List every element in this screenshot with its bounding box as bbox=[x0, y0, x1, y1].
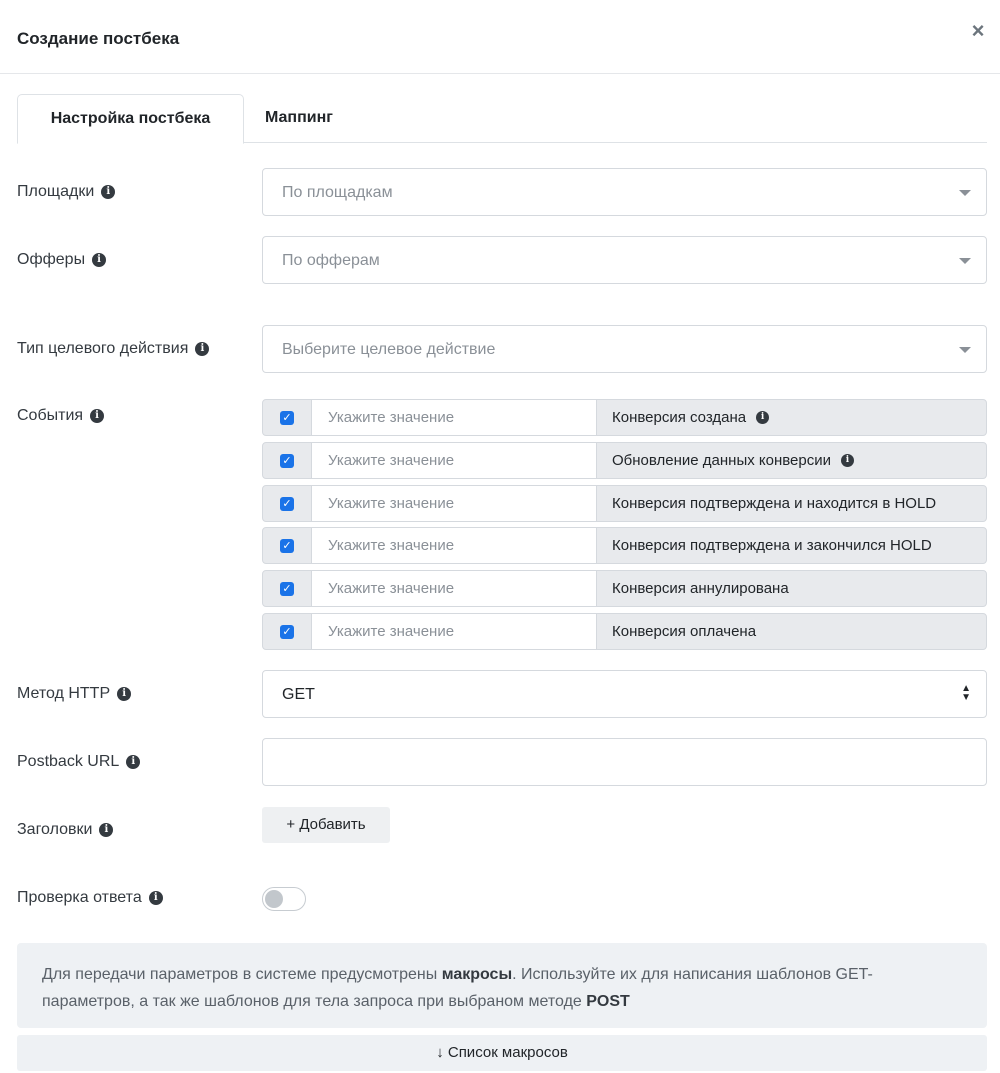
response-check-toggle[interactable] bbox=[262, 887, 306, 911]
action-type-label-text: Тип целевого действия bbox=[17, 340, 189, 357]
info-icon[interactable]: i bbox=[841, 454, 854, 467]
info-icon[interactable]: i bbox=[92, 253, 106, 267]
action-type-select[interactable] bbox=[262, 325, 987, 373]
toggle-knob bbox=[265, 890, 283, 908]
info-icon[interactable]: i bbox=[126, 755, 140, 769]
event-row bbox=[262, 442, 987, 479]
event-checkbox[interactable] bbox=[262, 570, 312, 607]
http-method-label-text: Метод HTTP bbox=[17, 685, 111, 702]
event-row bbox=[262, 527, 987, 564]
event-value-input[interactable]: Укажите значение bbox=[311, 442, 597, 479]
info-icon[interactable]: i bbox=[195, 342, 209, 356]
event-label bbox=[596, 485, 987, 522]
event-value-input[interactable]: Укажите значение bbox=[311, 485, 597, 522]
headers-label-text: Заголовки bbox=[17, 821, 93, 838]
event-checkbox[interactable] bbox=[262, 399, 312, 436]
event-label-text: Конверсия создана bbox=[612, 409, 747, 426]
event-value-input[interactable]: Укажите значение bbox=[311, 527, 597, 564]
events-label bbox=[17, 407, 104, 425]
info-text-part1: Для передачи параметров в системе предусмотрены bbox=[42, 966, 442, 983]
response-check-label-text: Проверка ответа bbox=[17, 889, 142, 906]
event-label-text: Конверсия подтверждена и находится в HOLD bbox=[612, 495, 937, 512]
event-label-text: Обновление данных конверсии bbox=[612, 452, 831, 469]
event-label bbox=[596, 570, 987, 607]
event-label-text: Конверсия оплачена bbox=[612, 623, 757, 640]
info-icon[interactable]: i bbox=[101, 185, 115, 199]
modal-title: Создание постбека bbox=[17, 29, 180, 48]
response-check-label bbox=[17, 889, 163, 907]
event-checkbox[interactable] bbox=[262, 442, 312, 479]
event-checkbox[interactable] bbox=[262, 485, 312, 522]
checkmark-icon: ✓ bbox=[280, 625, 294, 639]
event-value-input[interactable]: Укажите значение bbox=[311, 570, 597, 607]
info-icon[interactable]: i bbox=[117, 687, 131, 701]
checkmark-icon: ✓ bbox=[280, 454, 294, 468]
checkmark-icon: ✓ bbox=[280, 539, 294, 553]
offers-label-text: Офферы bbox=[17, 251, 86, 268]
event-row bbox=[262, 399, 987, 436]
postback-url-label-text: Postback URL bbox=[17, 753, 120, 770]
event-row bbox=[262, 570, 987, 607]
platforms-select[interactable] bbox=[262, 168, 987, 216]
info-icon[interactable]: i bbox=[90, 409, 104, 423]
event-label bbox=[596, 613, 987, 650]
chevron-down-icon bbox=[959, 190, 971, 196]
platforms-label-text: Площадки bbox=[17, 183, 95, 200]
checkmark-icon: ✓ bbox=[280, 582, 294, 596]
event-value-input[interactable]: Укажите значение bbox=[311, 613, 597, 650]
tab-mapping[interactable]: Маппинг bbox=[265, 109, 333, 126]
offers-label bbox=[17, 251, 106, 269]
action-type-label bbox=[17, 340, 209, 358]
event-checkbox[interactable] bbox=[262, 527, 312, 564]
event-label-text: Конверсия аннулирована bbox=[612, 580, 789, 597]
info-text-macros: макросы bbox=[441, 966, 513, 983]
http-method-label bbox=[17, 685, 131, 703]
event-row bbox=[262, 613, 987, 650]
macros-list-button[interactable]: ↓ Список макросов bbox=[17, 1035, 987, 1071]
macros-info-box bbox=[17, 943, 987, 1028]
offers-select[interactable] bbox=[262, 236, 987, 284]
checkmark-icon: ✓ bbox=[280, 497, 294, 511]
event-value-input[interactable]: Укажите значение bbox=[311, 399, 597, 436]
modal-header bbox=[0, 0, 1000, 74]
event-row bbox=[262, 485, 987, 522]
action-type-placeholder: Выберите целевое действие bbox=[282, 341, 496, 358]
info-text-part2: . Используйте их для написания шаблонов GET-параметров, а так же шаблонов для тела запроса при выбраном методе bbox=[42, 966, 873, 1010]
event-label bbox=[596, 442, 987, 479]
info-text-post: POST bbox=[586, 993, 630, 1010]
event-label-text: Конверсия подтверждена и закончился HOLD bbox=[612, 537, 932, 554]
event-label bbox=[596, 527, 987, 564]
event-label bbox=[596, 399, 987, 436]
event-checkbox[interactable] bbox=[262, 613, 312, 650]
close-icon[interactable]: × bbox=[971, 18, 985, 43]
postback-url-label bbox=[17, 753, 140, 771]
info-icon[interactable]: i bbox=[756, 411, 769, 424]
sort-arrows-icon: ▲ ▼ bbox=[961, 683, 971, 703]
tab-postback-settings[interactable]: Настройка постбека bbox=[17, 94, 244, 144]
http-method-value: GET bbox=[282, 686, 315, 703]
events-label-text: События bbox=[17, 407, 84, 424]
headers-label bbox=[17, 821, 113, 839]
checkmark-icon: ✓ bbox=[280, 411, 294, 425]
http-method-select[interactable] bbox=[262, 670, 987, 718]
info-icon[interactable]: i bbox=[99, 823, 113, 837]
offers-placeholder: По офферам bbox=[282, 252, 380, 269]
platforms-label bbox=[17, 183, 115, 201]
tab-bar bbox=[17, 94, 987, 143]
chevron-down-icon bbox=[959, 258, 971, 264]
info-icon[interactable]: i bbox=[149, 891, 163, 905]
platforms-placeholder: По площадкам bbox=[282, 184, 393, 201]
postback-url-input[interactable] bbox=[262, 738, 987, 786]
chevron-down-icon bbox=[959, 347, 971, 353]
add-header-button[interactable]: + Добавить bbox=[262, 807, 390, 843]
